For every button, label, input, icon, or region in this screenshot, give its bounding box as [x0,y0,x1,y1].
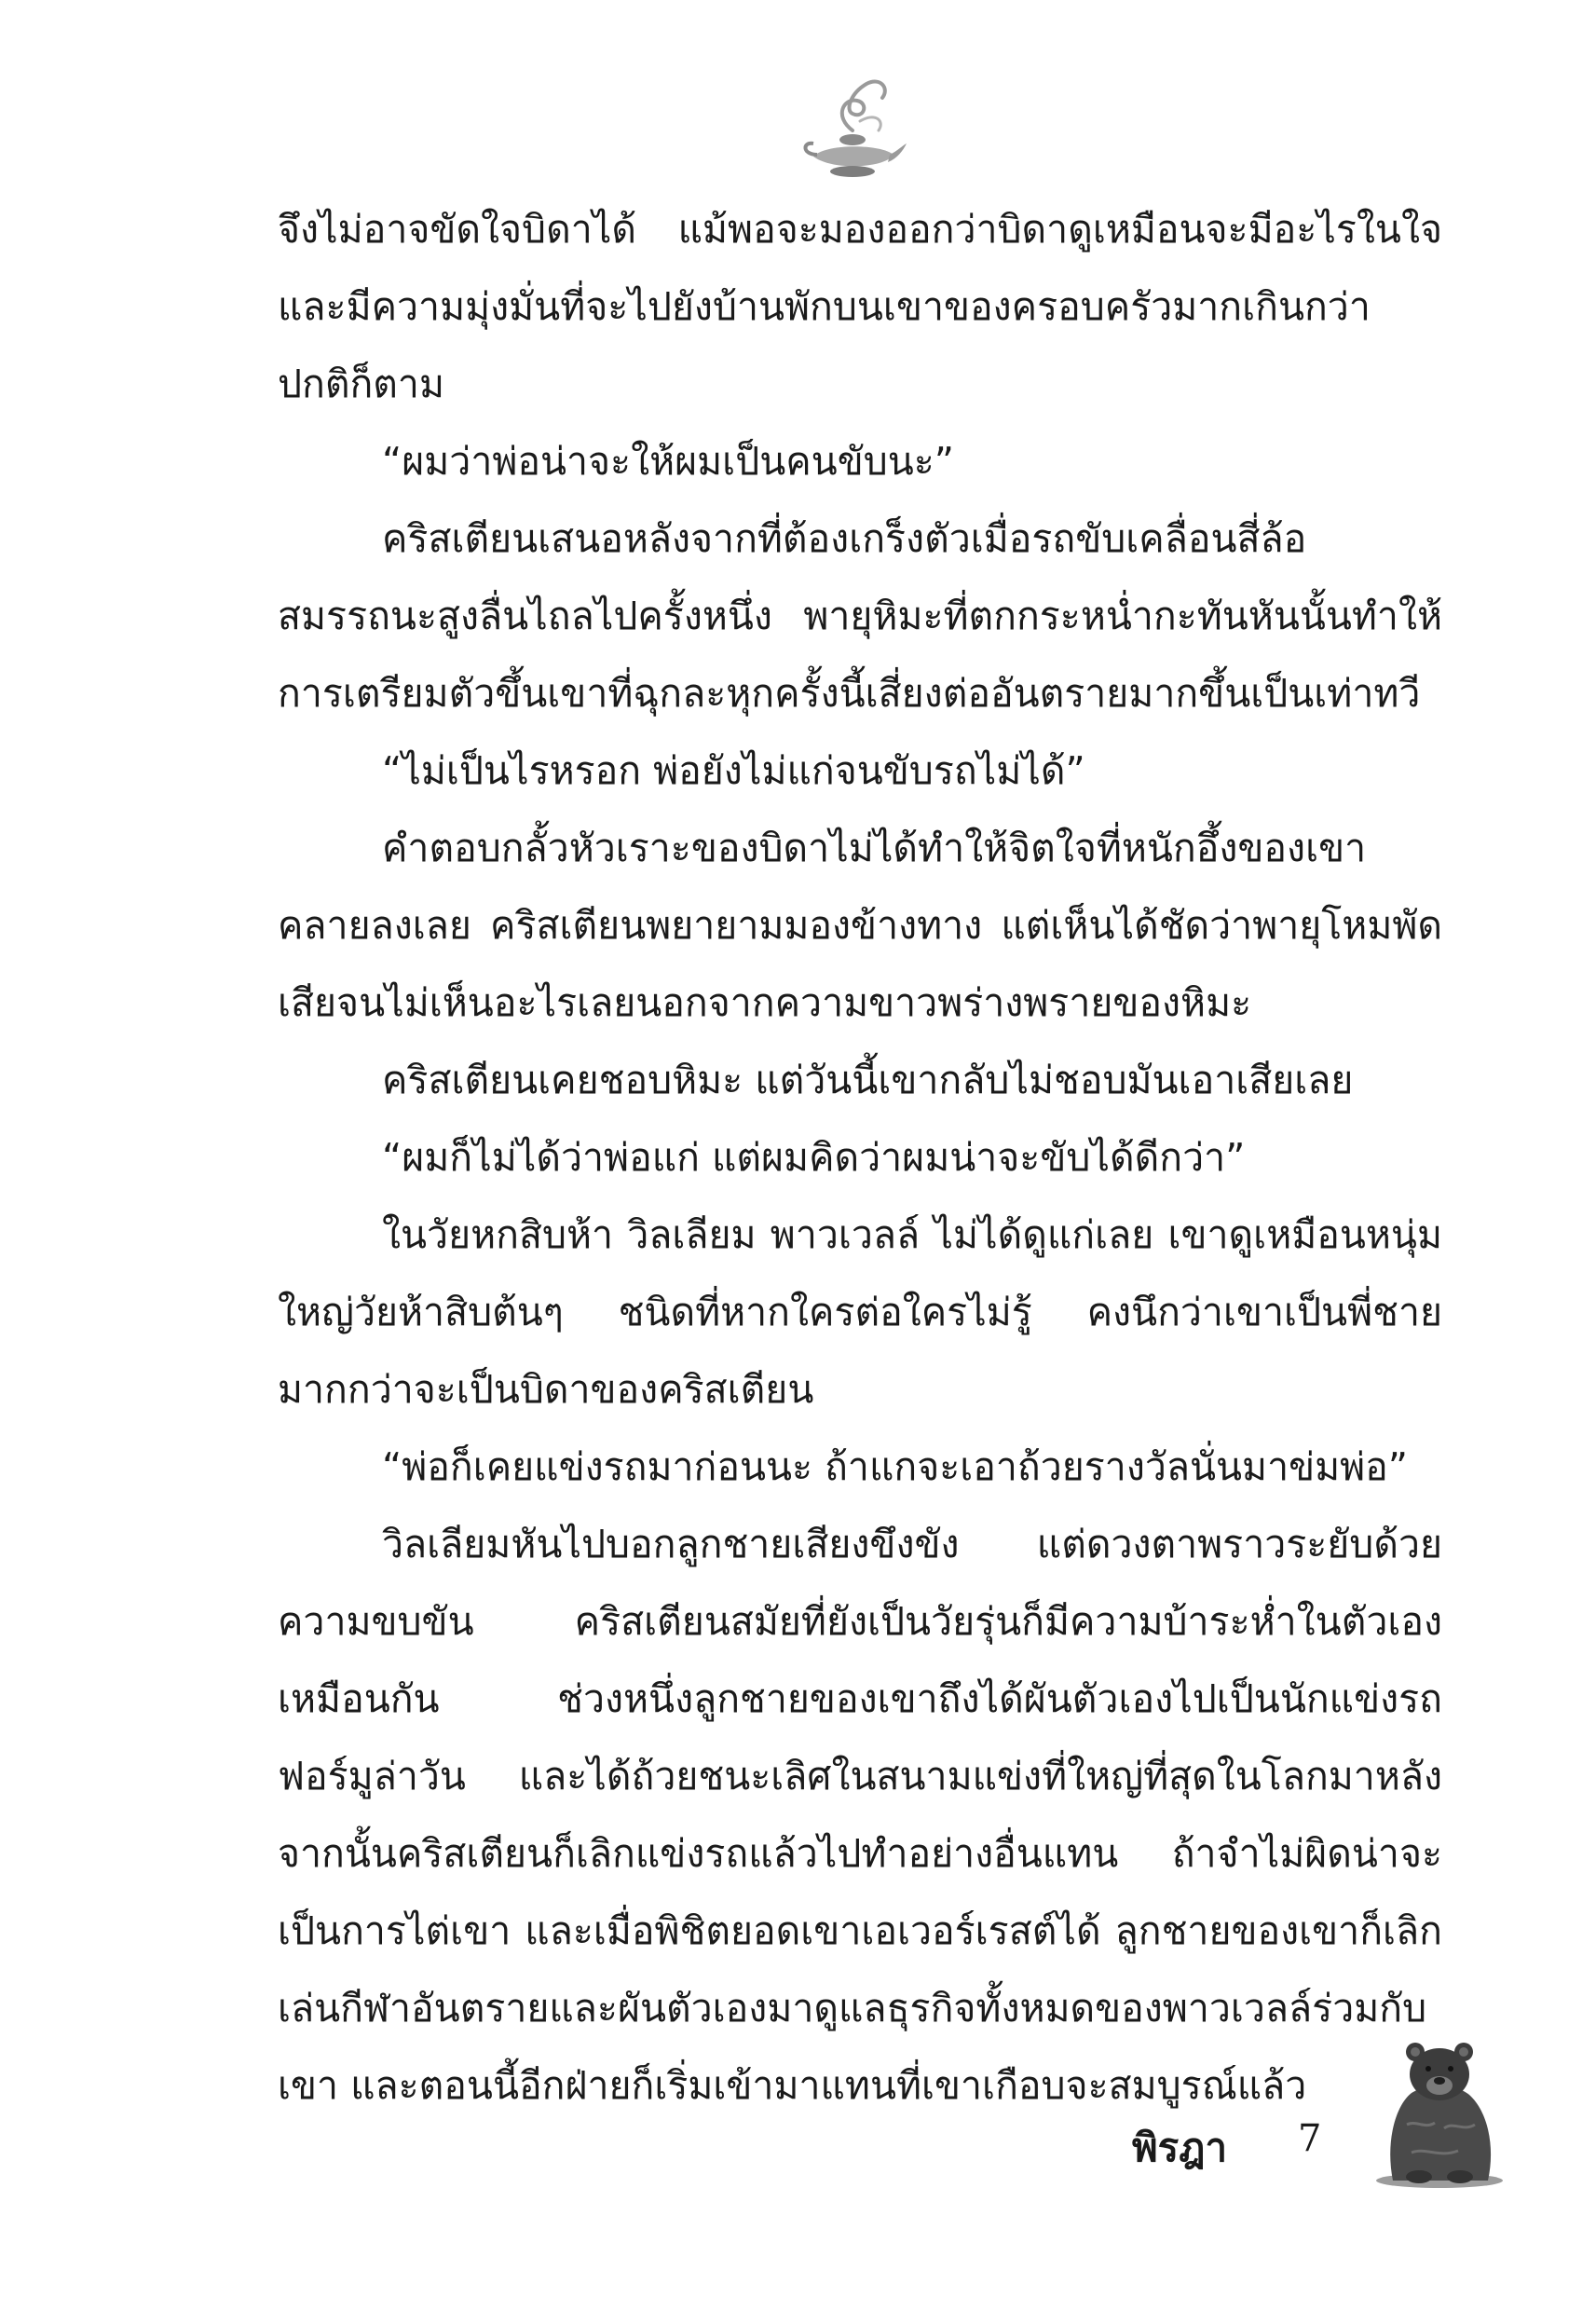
bear-illustration-icon [1374,2031,1505,2190]
paragraph: ในวัยหกสิบห้า วิลเลียม พาวเวลล์ ไม่ได้ดูแก่เลย เขาดูเหมือนหนุ่มใหญ่วัยห้าสิบต้นๆ ชนิดที่หากใครต่อใครไม่รู้ คงนึกว่าเขาเป็นพี่ชายมากกว่าจะเป็นบิดาของคริสเตียน [278,1212,1442,1412]
paragraph: วิลเลียมหันไปบอกลูกชายเสียงขึงขัง แต่ดวงตาพราวระยับด้วยความขบขัน คริสเตียนสมัยที่ยังเป็นวัยรุ่นก็มีความบ้าระห่ำในตัวเองเหมือนกัน ช่วงหนึ่งลูกชายของเขาถึงได้ผันตัวเองไปเป็นนักแข่งรถฟอร์มูล่าวัน และได้ถ้วยชนะเลิศในสนามแข่งที่ใหญ่ที่สุดในโลกมาหลังจากนั้นคริสเตียนก็เลิกแข่งรถแล้วไปทำอย่างอื่นแทน ถ้าจำไม่ผิดน่าจะเป็นการไต่เขา และเมื่อพิชิตยอดเขาเอเวอร์เรสต์ได้ ลูกชายของเขาก็เลิกเล่นกีฬาอันตรายและผันตัวเองมาดูแลธุรกิจทั้งหมดของพาวเวลล์ร่วมกับเขา และตอนนี้อีกฝ่ายก็เริ่มเข้ามาแทนที่เขาเกือบจะสมบูรณ์แล้ว [278,1522,1442,2108]
page-body-text [278,191,1442,2125]
paragraph: “ผมว่าพ่อน่าจะให้ผมเป็นคนขับนะ” [382,439,955,484]
paragraph: “ผมก็ไม่ได้ว่าพ่อแก่ แต่ผมคิดว่าผมน่าจะขับได้ดีกว่า” [382,1135,1246,1180]
paragraph: จึงไม่อาจขัดใจบิดาได้ แม้พอจะมองออกว่าบิดาดูเหมือนจะมีอะไรในใจและมีความมุ่งมั่นที่จะไปยังบ้านพักบนเขาของครอบครัวมากเกินกว่าปกติก็ตาม [278,207,1442,406]
page-number: 7 [1298,2117,1322,2160]
paragraph: “พ่อก็เคยแข่งรถมาก่อนนะ ถ้าแกจะเอาถ้วยรางวัลนั่นมาข่มพ่อ” [382,1444,1409,1489]
author-name: พิรฎา [1132,2125,1228,2170]
genie-lamp-icon [797,65,908,186]
paragraph: คริสเตียนเคยชอบหิมะ แต่วันนี้เขากลับไม่ชอบมันเอาเสียเลย [382,1058,1354,1102]
paragraph: คำตอบกลั้วหัวเราะของบิดาไม่ได้ทำให้จิตใจที่หนักอึ้งของเขาคลายลงเลย คริสเตียนพยายามมองข้างทาง แต่เห็นได้ชัดว่าพายุโหมพัดเสียจนไม่เห็นอะไรเลยนอกจากความขาวพร่างพรายของหิมะ [278,826,1442,1025]
paragraph: “ไม่เป็นไรหรอก พ่อยังไม่แก่จนขับรถไม่ได้” [382,748,1085,793]
paragraph: คริสเตียนเสนอหลังจากที่ต้องเกร็งตัวเมื่อรถขับเคลื่อนสี่ล้อสมรรถนะสูงลื่นไถลไปครั้งหนึ่ง พายุหิมะที่ตกกระหน่ำกะทันหันนั้นทำให้การเตรียมตัวขึ้นเขาที่ฉุกละหุกครั้งนี้เสี่ยงต่ออันตรายมากขึ้นเป็นเท่าทวี [278,516,1442,716]
